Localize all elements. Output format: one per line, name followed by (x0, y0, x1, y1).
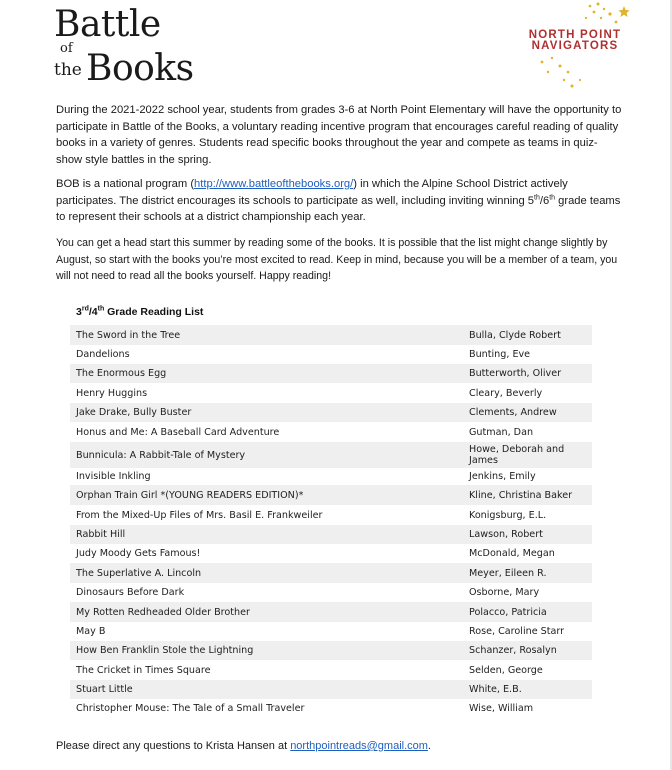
book-title: Honus and Me: A Baseball Card Adventure (76, 426, 280, 438)
intro-paragraph: During the 2021-2022 school year, students from grades 3-6 at North Point Elementary will have the opportunity to participate in Battle of the Books, a voluntary reading incentive program that encourages careful reading of quality books in a variety of genres. Students read specific books throughout the year and compete as teams in quiz-show style battles in the spring. (56, 104, 622, 166)
book-author: Bunting, Eve (469, 349, 531, 360)
logo-of: of (60, 41, 73, 56)
book-title: My Rotten Redheaded Older Brother (76, 606, 250, 618)
book-author: Bulla, Clyde Robert (469, 329, 561, 341)
reading-list-row (70, 583, 592, 602)
head-start-paragraph: You can get a head start this summer by reading some of the books. It is possible that the list might change slightly by August, so start with the books you’re most excited to read. Keep in mind, because you will be a member of a team, you will not need to read all the books yourself. Happy reading! (56, 237, 618, 283)
book-title: Orphan Train Girl *(YOUNG READERS EDITION)* (76, 489, 304, 501)
book-title: Judy Moody Gets Famous! (76, 548, 201, 559)
battle-of-the-books-logo (52, 4, 202, 89)
book-title: The Sword in the Tree (76, 329, 181, 341)
book-author: Schanzer, Rosalyn (469, 645, 557, 656)
book-author: Clements, Andrew (469, 407, 557, 418)
contact-footer: Please direct any questions to Krista Hansen at northpointreads@gmail.com. (56, 740, 431, 752)
book-title: How Ben Franklin Stole the Lightning (76, 645, 254, 656)
contact-email-link[interactable]: northpointreads@gmail.com (290, 740, 428, 752)
book-author: White, E.B. (469, 684, 522, 695)
reading-list-row (70, 544, 592, 563)
reading-list-row (70, 660, 592, 680)
reading-list-row (70, 505, 592, 525)
book-title: Rabbit Hill (76, 529, 126, 540)
book-author: Konigsburg, E.L. (469, 509, 547, 521)
book-author: Cleary, Beverly (469, 387, 543, 399)
reading-list-row (70, 442, 592, 468)
book-author: Kline, Christina Baker (469, 489, 573, 501)
bob-website-link[interactable]: http://www.battleofthebooks.org/ (194, 178, 354, 190)
logo-books: Books (86, 48, 194, 89)
north-point-navigators-logo (520, 0, 630, 92)
book-author: Polacco, Patricia (469, 606, 547, 618)
book-title: Christopher Mouse: The Tale of a Small Traveler (76, 703, 305, 714)
book-title: From the Mixed-Up Files of Mrs. Basil E. Frankweiler (76, 509, 323, 521)
reading-list-row (70, 325, 592, 345)
reading-list-table (70, 325, 592, 718)
book-author: Wise, William (469, 703, 534, 714)
reading-list-row (70, 602, 592, 622)
book-title: The Cricket in Times Square (76, 664, 211, 676)
reading-list-title: 3rd/4th Grade Reading List (76, 305, 204, 318)
reading-list-row (70, 345, 592, 364)
book-author: Gutman, Dan (469, 426, 534, 438)
book-title: The Enormous Egg (76, 368, 167, 379)
book-title: Dinosaurs Before Dark (76, 587, 185, 598)
book-title: Invisible Inkling (76, 471, 151, 482)
reading-list-row (70, 622, 592, 641)
reading-list-row (70, 641, 592, 660)
book-title: The Superlative A. Lincoln (76, 567, 202, 579)
reading-list-row (70, 525, 592, 544)
book-author: McDonald, Megan (469, 548, 555, 559)
reading-list-row (70, 364, 592, 383)
book-author: Butterworth, Oliver (469, 368, 562, 379)
book-author: Osborne, Mary (469, 587, 540, 598)
book-author: Howe, Deborah and James (469, 444, 565, 466)
book-author: Jenkins, Emily (469, 471, 536, 482)
program-paragraph: BOB is a national program (http://www.battleofthebooks.org/) in which the Alpine School District actively participates. The district encourages its schools to participate as well, including inviting winning 5th/6th grade teams to represent their schools at a district championship each year. (56, 178, 621, 224)
reading-list-row (70, 468, 592, 485)
reading-list-row (70, 680, 592, 699)
book-title: Stuart Little (76, 684, 133, 695)
logo-the: the (54, 60, 82, 80)
book-author: Lawson, Robert (469, 529, 543, 540)
reading-list-row (70, 563, 592, 583)
reading-list-row (70, 485, 592, 505)
reading-list-row (70, 383, 592, 403)
book-title: Dandelions (76, 349, 130, 360)
brand-name: NORTH POINT NAVIGATORS (528, 29, 622, 52)
book-author: Meyer, Eileen R. (469, 567, 547, 579)
book-title: May B (76, 626, 106, 637)
reading-list-row (70, 422, 592, 442)
logo-battle: Battle (54, 4, 161, 45)
reading-list-row (70, 699, 592, 718)
reading-list-row (70, 403, 592, 422)
book-title: Bunnicula: A Rabbit-Tale of Mystery (76, 449, 246, 461)
book-author: Rose, Caroline Starr (469, 626, 565, 637)
book-title: Henry Huggins (76, 387, 148, 399)
book-author: Selden, George (469, 664, 543, 676)
book-title: Jake Drake, Bully Buster (76, 407, 192, 418)
